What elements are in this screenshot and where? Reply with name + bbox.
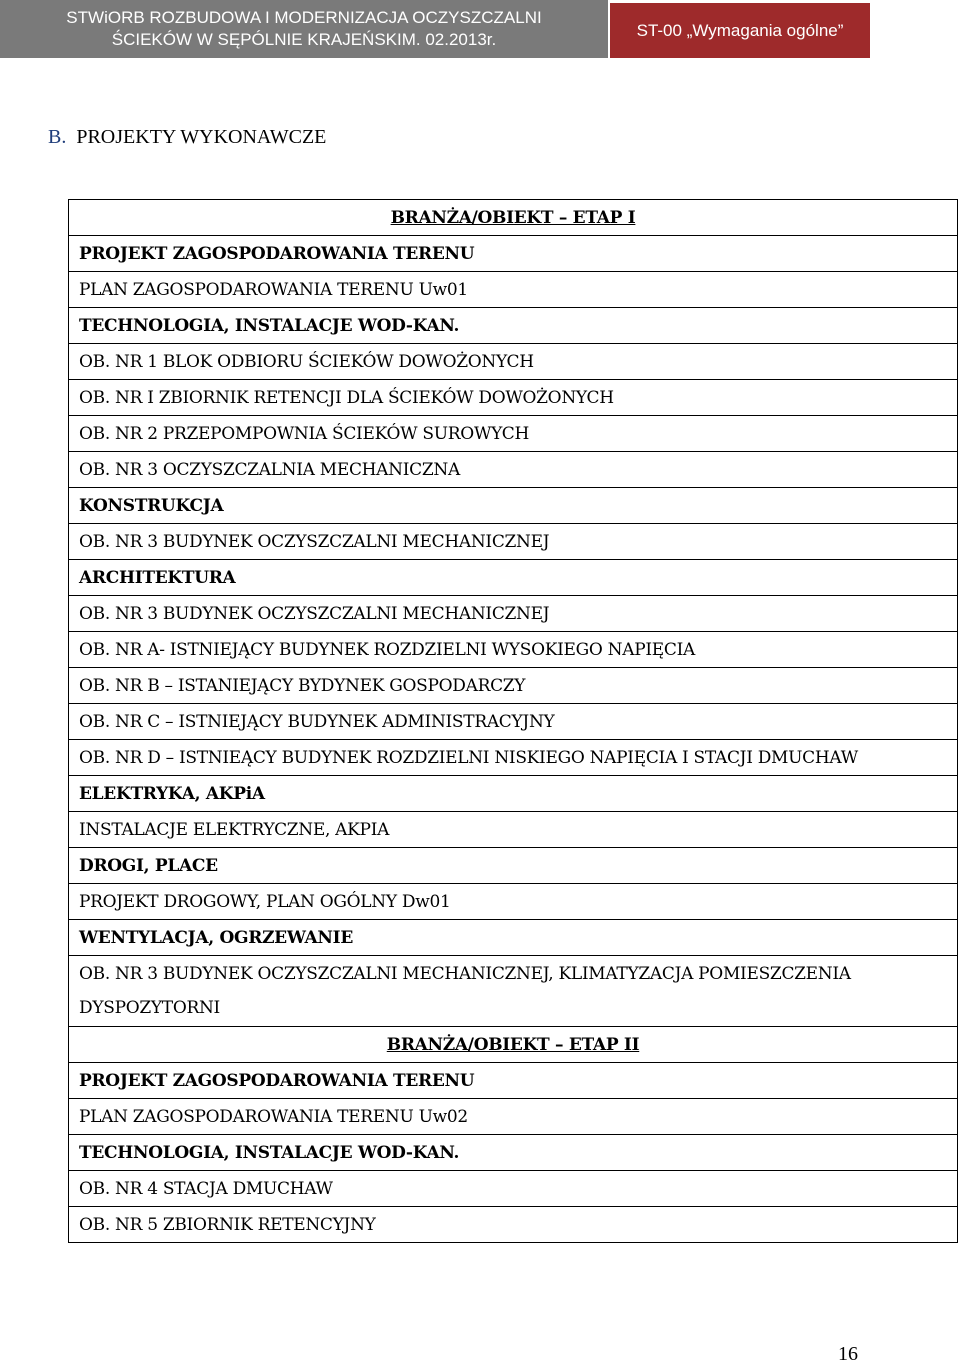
header-title-line-1: STWiORB ROZBUDOWA I MODERNIZACJA OCZYSZCZALNI	[66, 8, 542, 27]
category-cell: WENTYLACJA, OGRZEWANIE	[69, 920, 958, 956]
table-row	[69, 920, 958, 956]
item-cell: OB. NR D – ISTNIEĄCY BUDYNEK ROZDZIELNI NISKIEGO NAPIĘCIA I STACJI DMUCHAW	[69, 740, 958, 776]
table-row	[69, 1063, 958, 1099]
table-row	[69, 1099, 958, 1135]
item-cell: OB. NR I ZBIORNIK RETENCJI DLA ŚCIEKÓW DOWOŻONYCH	[69, 380, 958, 416]
table-row	[69, 776, 958, 812]
category-cell: TECHNOLOGIA, INSTALACJE WOD-KAN.	[69, 1135, 958, 1171]
item-cell: OB. NR A- ISTNIEJĄCY BUDYNEK ROZDZIELNI WYSOKIEGO NAPIĘCIA	[69, 632, 958, 668]
item-cell: OB. NR 4 STACJA DMUCHAW	[69, 1171, 958, 1207]
section-title: PROJEKTY WYKONAWCZE	[76, 126, 327, 148]
table-row	[69, 812, 958, 848]
item-cell: PROJEKT DROGOWY, PLAN OGÓLNY Dw01	[69, 884, 958, 920]
projects-table-body	[69, 200, 958, 1243]
table-row	[69, 1135, 958, 1171]
table-row	[69, 704, 958, 740]
category-cell: ELEKTRYKA, AKPiA	[69, 776, 958, 812]
stage-header-row	[69, 1027, 958, 1063]
table-row	[69, 560, 958, 596]
item-cell: INSTALACJE ELEKTRYCZNE, AKPIA	[69, 812, 958, 848]
page-number: 16	[838, 1343, 858, 1365]
table-row	[69, 740, 958, 776]
section-number: B.	[48, 126, 67, 148]
item-cell: OB. NR B – ISTANIEJĄCY BYDYNEK GOSPODARCZY	[69, 668, 958, 704]
item-cell: OB. NR 3 BUDYNEK OCZYSZCZALNI MECHANICZNEJ, KLIMATYZACJA POMIESZCZENIA DYSPOZYTORNI	[69, 956, 958, 1027]
table-row	[69, 416, 958, 452]
table-row	[69, 1171, 958, 1207]
stage-header-cell: BRANŻA/OBIEKT – ETAP II	[69, 1027, 958, 1063]
table-row	[69, 1207, 958, 1243]
table-row	[69, 668, 958, 704]
item-cell: OB. NR 5 ZBIORNIK RETENCYJNY	[69, 1207, 958, 1243]
table-row	[69, 308, 958, 344]
header-title-line-2: ŚCIEKÓW W SĘPÓLNIE KRAJEŃSKIM. 02.2013r.	[111, 30, 497, 49]
document-header-title	[0, 0, 608, 58]
category-cell: DROGI, PLACE	[69, 848, 958, 884]
table-row	[69, 380, 958, 416]
table-row	[69, 632, 958, 668]
category-cell: KONSTRUKCJA	[69, 488, 958, 524]
item-cell: OB. NR C – ISTNIEJĄCY BUDYNEK ADMINISTRACYJNY	[69, 704, 958, 740]
stage-header-row	[69, 200, 958, 236]
category-cell: ARCHITEKTURA	[69, 560, 958, 596]
spec-code-badge: ST-00 „Wymagania ogólne”	[610, 3, 870, 58]
projects-table	[68, 199, 958, 1243]
table-row	[69, 488, 958, 524]
item-cell: PLAN ZAGOSPODAROWANIA TERENU Uw01	[69, 272, 958, 308]
item-cell: OB. NR 3 BUDYNEK OCZYSZCZALNI MECHANICZNEJ	[69, 596, 958, 632]
table-row	[69, 596, 958, 632]
category-cell: PROJEKT ZAGOSPODAROWANIA TERENU	[69, 236, 958, 272]
item-cell: OB. NR 3 BUDYNEK OCZYSZCZALNI MECHANICZNEJ	[69, 524, 958, 560]
table-row	[69, 344, 958, 380]
table-row	[69, 956, 958, 1027]
table-row	[69, 236, 958, 272]
section-heading	[48, 126, 326, 149]
item-cell: OB. NR 1 BLOK ODBIORU ŚCIEKÓW DOWOŻONYCH	[69, 344, 958, 380]
stage-header-cell: BRANŻA/OBIEKT – ETAP I	[69, 200, 958, 236]
table-row	[69, 452, 958, 488]
item-cell: PLAN ZAGOSPODAROWANIA TERENU Uw02	[69, 1099, 958, 1135]
category-cell: TECHNOLOGIA, INSTALACJE WOD-KAN.	[69, 308, 958, 344]
category-cell: PROJEKT ZAGOSPODAROWANIA TERENU	[69, 1063, 958, 1099]
table-row	[69, 848, 958, 884]
table-row	[69, 524, 958, 560]
table-row	[69, 884, 958, 920]
item-cell: OB. NR 2 PRZEPOMPOWNIA ŚCIEKÓW SUROWYCH	[69, 416, 958, 452]
item-cell: OB. NR 3 OCZYSZCZALNIA MECHANICZNA	[69, 452, 958, 488]
table-row	[69, 272, 958, 308]
